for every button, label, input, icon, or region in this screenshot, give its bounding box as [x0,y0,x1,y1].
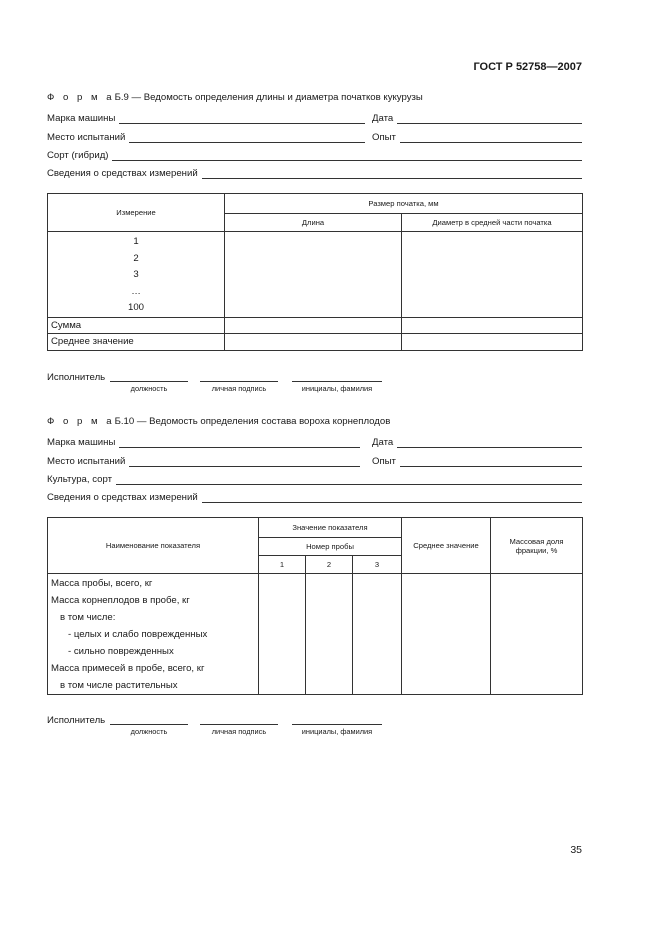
executor1-signature-line[interactable] [200,381,278,382]
form9-date-field[interactable] [372,110,582,124]
form9-col-diameter: Диаметр в средней части початка [402,214,583,232]
form10-row-label: Масса пробы, всего, кг [51,578,153,589]
form9-place-field[interactable] [47,129,365,143]
form10-row-label: в том числе растительных [60,680,178,691]
executor2-label: Исполнитель [47,715,106,726]
form10-col-sample-3: 3 [353,556,402,574]
form9-mean-length-cell[interactable] [225,334,402,351]
form10-date-label: Дата [372,437,394,448]
form10-experiment-line[interactable] [400,457,582,467]
form9-col-length: Длина [225,214,402,232]
form9-title-text: Б.9 — Ведомость определения длины и диаметра початков кукурузы [114,92,423,103]
form9-instruments-field[interactable] [47,165,582,179]
executor2-signature-line[interactable] [200,724,278,725]
form10-title-text: Б.10 — Ведомость определения состава вороха корнеплодов [114,416,391,427]
form10-crop-line[interactable] [116,475,582,485]
form9-row-number: 1 [133,236,139,247]
form10-row-label: - целых и слабо поврежденных [68,629,208,640]
form10-date-line[interactable] [397,438,582,448]
form9-row-number: 100 [127,302,144,313]
form10-col-share: Массовая доля фракции, % [491,518,583,574]
form9-title [47,92,423,103]
form9-experiment-field[interactable] [372,129,582,143]
form10-instruments-label: Сведения о средствах измерений [47,492,198,503]
form10-instruments-field[interactable] [47,489,582,503]
form9-sum-label: Сумма [48,317,225,334]
form9-sum-diameter-cell[interactable] [402,317,583,334]
form9-measurement-numbers [48,232,225,318]
form9-table [47,193,583,351]
executor1-signature-caption: личная подпись [211,384,267,393]
form10-row-label: - сильно поврежденных [68,646,174,657]
form9-date-label: Дата [372,113,394,124]
form10-mean-cell[interactable] [402,574,491,695]
executor2-position-line[interactable] [110,724,188,725]
form9-variety-label: Сорт (гибрид) [47,150,109,161]
form10-table [47,517,583,695]
form10-col-group: Значение показателя [259,518,402,538]
form10-share-cell[interactable] [491,574,583,695]
form10-row-label: в том числе: [60,612,116,623]
form9-instruments-line[interactable] [202,169,582,179]
form10-row-label: Масса корнеплодов в пробе, кг [51,595,190,606]
form10-experiment-field[interactable] [372,453,582,467]
form10-col-sample-1: 1 [259,556,306,574]
form9-experiment-label: Опыт [372,132,396,143]
form10-col-name: Наименование показателя [48,518,259,574]
form9-row-number: … [131,285,141,297]
executor2-name-caption: инициалы, фамилия [301,727,373,736]
form10-col-sample-2: 2 [306,556,353,574]
executor1-name-line[interactable] [292,381,382,382]
form9-col-measurement: Измерение [48,194,225,232]
form10-sample1-cell[interactable] [259,574,306,695]
page-number: 35 [570,844,582,856]
form9-instruments-label: Сведения о средствах измерений [47,168,198,179]
form10-sample3-cell[interactable] [353,574,402,695]
executor1-position-line[interactable] [110,381,188,382]
form10-title-prefix: Ф о р м а [47,416,115,427]
executor1-position-caption: должность [130,384,168,393]
form9-date-line[interactable] [397,114,582,124]
executor2-position-caption: должность [130,727,168,736]
form9-mean-diameter-cell[interactable] [402,334,583,351]
executor1-label: Исполнитель [47,372,106,383]
form10-crop-field[interactable] [47,471,582,485]
form10-col-sample: Номер пробы [259,538,402,556]
form10-machine-line[interactable] [119,438,360,448]
form10-place-label: Место испытаний [47,456,126,467]
form10-row-label: Масса примесей в пробе, всего, кг [51,663,205,674]
form9-sum-length-cell[interactable] [225,317,402,334]
form10-sample2-cell[interactable] [306,574,353,695]
form9-place-line[interactable] [129,133,365,143]
executor2-name-line[interactable] [292,724,382,725]
executor1-name-caption: инициалы, фамилия [301,384,373,393]
form10-machine-field[interactable] [47,434,360,448]
executor2-signature-caption: личная подпись [211,727,267,736]
form10-date-field[interactable] [372,434,582,448]
form10-row-names [48,574,259,695]
form10-place-line[interactable] [129,457,360,467]
form9-machine-label: Марка машины [47,113,116,124]
form10-experiment-label: Опыт [372,456,396,467]
form10-instruments-line[interactable] [202,493,582,503]
form9-experiment-line[interactable] [400,133,582,143]
form9-length-cell[interactable] [225,232,402,318]
form9-place-label: Место испытаний [47,132,126,143]
form9-machine-line[interactable] [119,114,365,124]
form9-col-group: Размер початка, мм [225,194,583,214]
form10-title [47,416,390,427]
form9-row-number: 2 [133,252,139,264]
form9-variety-field[interactable] [47,147,582,161]
form9-row-number: 3 [133,269,139,280]
form9-machine-field[interactable] [47,110,365,124]
form9-title-prefix: Ф о р м а [47,92,115,103]
form9-variety-line[interactable] [112,151,582,161]
form10-machine-label: Марка машины [47,437,116,448]
form9-mean-label: Среднее значение [48,334,225,351]
form10-crop-label: Культура, сорт [47,474,112,485]
form10-col-mean: Среднее значение [402,518,491,574]
form9-diameter-cell[interactable] [402,232,583,318]
form10-place-field[interactable] [47,453,360,467]
standard-number: ГОСТ Р 52758—2007 [473,61,582,73]
